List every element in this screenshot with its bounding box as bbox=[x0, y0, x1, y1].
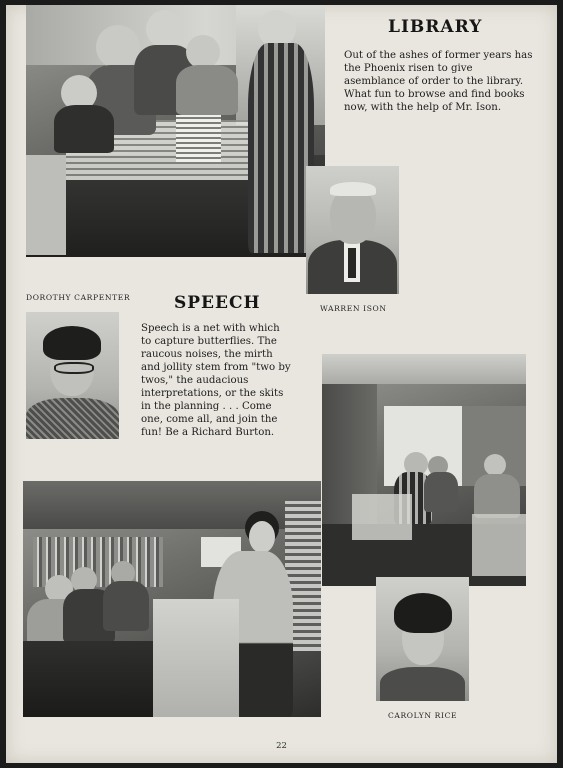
speech-student-photo bbox=[23, 481, 321, 717]
library-text: Out of the ashes of former years has the Phoenix risen to give asemblance of order to the library. What fun to browse and find books now, with the help of Mr. Ison. bbox=[344, 50, 533, 113]
library-group-photo bbox=[26, 5, 325, 257]
speech-classroom-photo bbox=[322, 354, 526, 586]
dorothy-carpenter-caption: DOROTHY CARPENTER bbox=[26, 293, 131, 302]
carolyn-rice-portrait bbox=[376, 577, 469, 701]
speech-text: Speech is a net with which to capture butterflies. The raucous noises, the mirth and jollity stem from "two by twos," the audacious interpretations, or the skits in the planning . . . Come one, come all, and join the fun! Be a Richard Burton. bbox=[141, 323, 291, 438]
library-heading: LIBRARY bbox=[388, 17, 483, 37]
carolyn-rice-caption: CAROLYN RICE bbox=[388, 711, 458, 720]
warren-ison-portrait bbox=[306, 166, 399, 294]
page-number: 22 bbox=[276, 741, 287, 751]
warren-ison-caption: WARREN ISON bbox=[320, 304, 387, 313]
yearbook-page bbox=[6, 5, 557, 763]
speech-heading: SPEECH bbox=[174, 293, 261, 313]
dorothy-carpenter-portrait bbox=[26, 312, 119, 439]
